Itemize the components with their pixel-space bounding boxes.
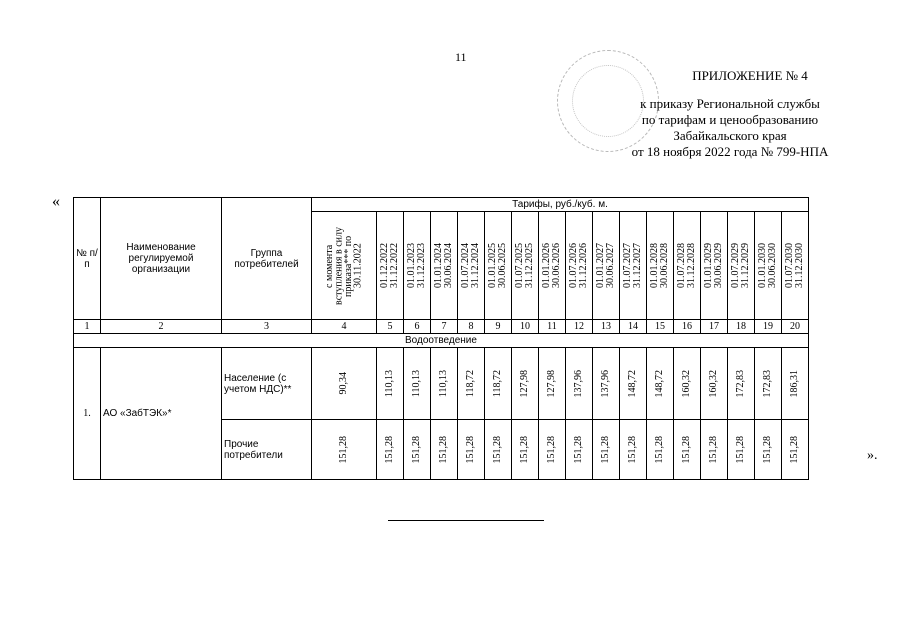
tariff-value-cell	[593, 420, 620, 480]
tariff-value: 151,28	[492, 435, 503, 464]
tariff-value-cell	[485, 420, 512, 480]
period-label: 01.01.2027 30.06.2027	[595, 243, 616, 288]
tariff-value: 151,28	[546, 435, 557, 464]
column-number: 15	[647, 320, 674, 334]
tariff-value-cell	[755, 420, 782, 480]
tariff-value: 151,28	[465, 435, 476, 464]
tariff-value-cell	[701, 348, 728, 420]
consumer-group: Население (с учетом НДС)**	[222, 348, 312, 420]
tariff-value-cell	[458, 348, 485, 420]
period-label: 01.12.2022 31.12.2022	[379, 243, 400, 288]
tariff-value-cell	[674, 348, 701, 420]
header-period	[647, 212, 674, 320]
period-label: 01.01.2026 30.06.2026	[541, 243, 562, 288]
tariff-value: 151,28	[654, 435, 665, 464]
tariff-value: 151,28	[708, 435, 719, 464]
header-period	[566, 212, 593, 320]
tariff-value: 127,98	[519, 369, 530, 398]
page-number: 11	[455, 50, 467, 64]
row-number: 1.	[74, 348, 101, 480]
tariff-value-cell	[377, 420, 404, 480]
header-period	[539, 212, 566, 320]
period-label: 01.01.2023 31.12.2023	[406, 243, 427, 288]
header-number: № п/п	[74, 198, 101, 320]
column-number: 9	[485, 320, 512, 334]
column-number: 17	[701, 320, 728, 334]
tariff-value-cell	[312, 348, 377, 420]
tariff-value-cell	[485, 348, 512, 420]
tariff-value: 151,28	[338, 435, 349, 464]
tariff-value: 137,96	[573, 369, 584, 398]
header-consumer-group: Группа потребителей	[222, 198, 312, 320]
tariff-value: 110,13	[411, 369, 422, 398]
tariff-value: 151,28	[600, 435, 611, 464]
tariff-value: 186,31	[789, 369, 800, 398]
column-number: 16	[674, 320, 701, 334]
header-period	[312, 212, 377, 320]
tariff-value-cell	[728, 420, 755, 480]
header-period	[782, 212, 809, 320]
opening-quote: «	[52, 193, 60, 210]
tariff-value: 151,28	[735, 435, 746, 464]
header-period	[404, 212, 431, 320]
header-period	[485, 212, 512, 320]
tariff-value: 151,28	[681, 435, 692, 464]
tariff-value: 148,72	[654, 369, 665, 398]
tariff-value-cell	[566, 420, 593, 480]
tariff-value-cell	[404, 420, 431, 480]
tariff-value-cell	[755, 348, 782, 420]
tariff-value-cell	[377, 348, 404, 420]
period-label: 01.01.2029 30.06.2029	[703, 243, 724, 288]
tariff-value: 151,28	[438, 435, 449, 464]
tariff-value-cell	[512, 420, 539, 480]
tariff-value: 160,32	[681, 369, 692, 398]
tariff-value: 151,28	[384, 435, 395, 464]
tariff-value-cell	[539, 348, 566, 420]
consumer-group: Прочие потребители	[222, 420, 312, 480]
column-number: 10	[512, 320, 539, 334]
tariff-value: 151,28	[789, 435, 800, 464]
section-title: Водоотведение	[74, 334, 809, 348]
column-number: 18	[728, 320, 755, 334]
tariff-value: 148,72	[627, 369, 638, 398]
tariff-value: 118,72	[465, 369, 476, 398]
column-number: 14	[620, 320, 647, 334]
tariff-value-cell	[431, 348, 458, 420]
column-number: 20	[782, 320, 809, 334]
period-label: 01.01.2030 30.06.2030	[757, 243, 778, 288]
period-label: 01.01.2028 30.06.2028	[649, 243, 670, 288]
period-label: 01.07.2030 31.12.2030	[784, 243, 805, 288]
header-period	[701, 212, 728, 320]
period-label: 01.01.2024 30.06.2024	[433, 243, 454, 288]
period-label: 01.01.2025 30.06.2025	[487, 243, 508, 288]
tariff-value-cell	[701, 420, 728, 480]
column-number: 4	[312, 320, 377, 334]
column-number: 8	[458, 320, 485, 334]
header-period	[512, 212, 539, 320]
tariff-value-cell	[620, 420, 647, 480]
appendix-line: к приказу Региональной службы	[640, 96, 820, 111]
organization-name: АО «ЗабТЭК»*	[101, 348, 222, 480]
column-number: 12	[566, 320, 593, 334]
column-number: 7	[431, 320, 458, 334]
header-period	[431, 212, 458, 320]
column-number: 1	[74, 320, 101, 334]
tariff-value: 90,34	[338, 372, 349, 395]
appendix-line: от 18 ноября 2022 года № 799-НПА	[631, 144, 829, 159]
tariff-value-cell	[539, 420, 566, 480]
column-number: 11	[539, 320, 566, 334]
tariff-value: 118,72	[492, 369, 503, 398]
tariff-value: 172,83	[735, 369, 746, 398]
header-period	[593, 212, 620, 320]
header-period	[755, 212, 782, 320]
footnote-separator	[388, 520, 544, 521]
tariff-value-cell	[512, 348, 539, 420]
tariff-value-cell	[312, 420, 377, 480]
tariff-value-cell	[620, 348, 647, 420]
period-label: 01.07.2028 31.12.2028	[676, 243, 697, 288]
tariff-value: 151,28	[627, 435, 638, 464]
appendix-title: ПРИЛОЖЕНИЕ № 4	[692, 68, 808, 83]
appendix-line: Забайкальского края	[673, 128, 787, 143]
tariff-value-cell	[647, 420, 674, 480]
closing-quote: ».	[867, 448, 878, 463]
tariff-value-cell	[593, 348, 620, 420]
tariff-value: 160,32	[708, 369, 719, 398]
tariff-value-cell	[674, 420, 701, 480]
header-period	[620, 212, 647, 320]
tariff-value-cell	[431, 420, 458, 480]
column-number: 6	[404, 320, 431, 334]
tariff-value-cell	[566, 348, 593, 420]
tariff-value-cell	[728, 348, 755, 420]
period-label: с момента вступления в силу приказа*** по 30.11.2022	[324, 226, 364, 305]
tariff-value-cell	[404, 348, 431, 420]
tariff-value-cell	[782, 420, 809, 480]
tariff-value: 110,13	[384, 369, 395, 398]
header-period	[458, 212, 485, 320]
period-label: 01.07.2029 31.12.2029	[730, 243, 751, 288]
tariff-value: 151,28	[762, 435, 773, 464]
header-organization: Наименование регулируемой организации	[101, 198, 222, 320]
column-number: 2	[101, 320, 222, 334]
appendix-header	[600, 68, 860, 160]
tariff-value-cell	[458, 420, 485, 480]
column-number: 19	[755, 320, 782, 334]
period-label: 01.07.2024 31.12.2024	[460, 243, 481, 288]
period-label: 01.07.2027 31.12.2027	[622, 243, 643, 288]
appendix-line: по тарифам и ценообразованию	[641, 112, 819, 127]
tariff-value: 137,96	[600, 369, 611, 398]
header-period	[377, 212, 404, 320]
tariff-value: 151,28	[411, 435, 422, 464]
tariff-value: 172,83	[762, 369, 773, 398]
column-number: 5	[377, 320, 404, 334]
tariff-value: 110,13	[438, 369, 449, 398]
header-period	[674, 212, 701, 320]
period-label: 01.07.2026 31.12.2026	[568, 243, 589, 288]
header-tariffs: Тарифы, руб./куб. м.	[312, 198, 809, 212]
tariff-value-cell	[647, 348, 674, 420]
tariff-value: 127,98	[546, 369, 557, 398]
header-period	[728, 212, 755, 320]
column-number: 13	[593, 320, 620, 334]
tariff-value-cell	[782, 348, 809, 420]
tariff-value: 151,28	[519, 435, 530, 464]
period-label: 01.07.2025 31.12.2025	[514, 243, 535, 288]
tariffs-table	[73, 197, 809, 480]
column-number: 3	[222, 320, 312, 334]
tariff-value: 151,28	[573, 435, 584, 464]
